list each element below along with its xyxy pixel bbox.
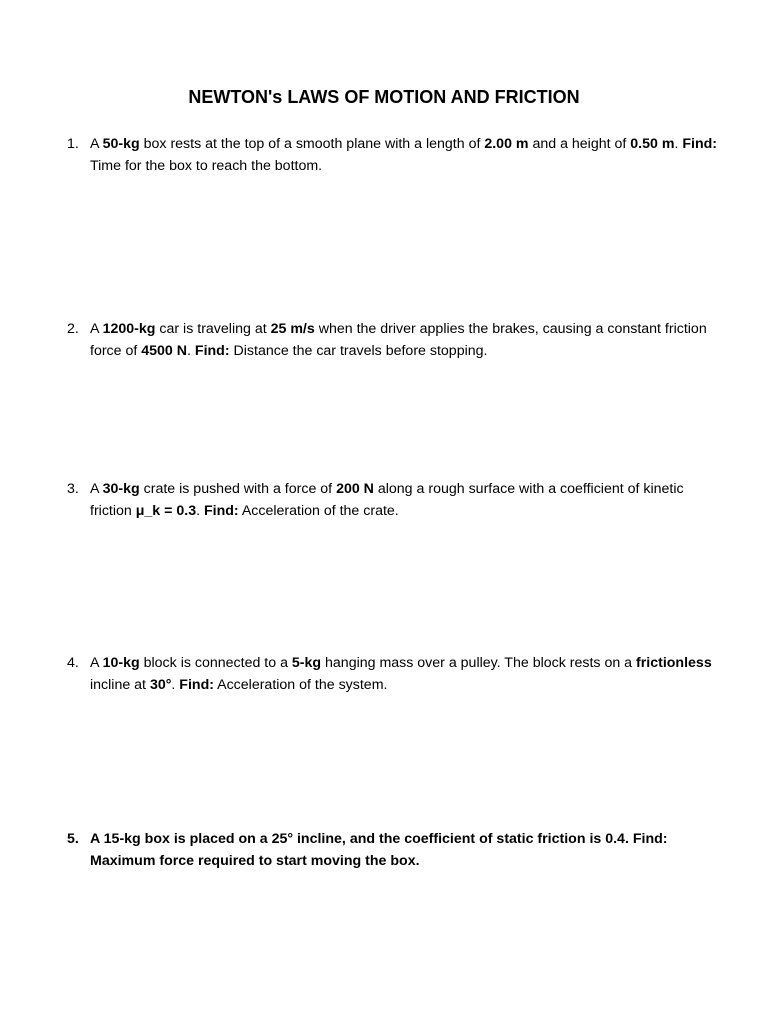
bold-text-run: 30° — [149, 676, 172, 693]
problem-item — [67, 319, 727, 362]
bold-text-run: 50-kg — [102, 136, 140, 152]
bold-text-run: Find: — [682, 136, 718, 152]
problem-text — [90, 319, 727, 362]
bold-text-run: frictionless — [636, 655, 712, 671]
text-run: incline at — [90, 676, 150, 693]
bold-text-run: 200 N — [336, 481, 374, 497]
bold-text-run: Find: — [194, 342, 230, 359]
bold-text-run: 10-kg — [102, 655, 140, 671]
text-run: . — [196, 502, 204, 519]
problem-item — [67, 479, 727, 522]
problem-text — [90, 653, 727, 696]
text-run: . — [674, 136, 683, 152]
text-run: . — [187, 342, 195, 359]
bold-text-run: Find: — [179, 676, 214, 693]
problem-number: 4. — [67, 655, 79, 671]
bold-text-run: A 15-kg box is placed on a 25° incline, and the coefficient of static friction is 0.4. Find: Maximum force required to start moving the box. — [90, 831, 668, 869]
text-run: hanging mass over a pulley. The block rests on a — [321, 655, 637, 671]
problem-number: 2. — [67, 321, 79, 337]
problem-text — [90, 479, 727, 522]
problem-text — [90, 829, 727, 872]
text-run: car is traveling at — [155, 321, 271, 337]
problem-item — [67, 653, 727, 696]
problem-text — [90, 134, 727, 177]
text-run: when the driver applies the brakes, causing a constant friction force of — [90, 321, 707, 359]
text-run: Acceleration of the crate. — [238, 502, 399, 519]
bold-text-run: 1200-kg — [102, 321, 156, 337]
bold-text-run: 0.50 m — [630, 136, 675, 152]
text-run: block is connected to a — [139, 655, 292, 671]
bold-text-run: Find: — [203, 502, 239, 519]
bold-text-run: 5-kg — [291, 655, 322, 671]
text-run: A — [90, 136, 103, 152]
bold-text-run: 2.00 m — [484, 136, 529, 152]
text-run: box rests at the top of a smooth plane with a length of — [139, 136, 485, 152]
bold-text-run: 30-kg — [102, 481, 140, 497]
text-run: crate is pushed with a force of — [139, 481, 337, 497]
text-run: A — [90, 481, 103, 497]
bold-text-run: 4500 N — [141, 342, 188, 359]
problem-number: 3. — [67, 481, 79, 497]
text-run: A — [90, 655, 103, 671]
text-run: A — [90, 321, 103, 337]
text-run: along a rough surface with a coefficient of kinetic friction — [90, 481, 684, 519]
text-run: Time for the box to reach the bottom. — [90, 157, 323, 174]
problem-number: 5. — [67, 831, 79, 847]
problem-number: 1. — [67, 136, 79, 152]
text-run: . — [171, 676, 180, 693]
text-run: and a height of — [528, 136, 631, 152]
problem-item — [67, 134, 727, 177]
text-run: Acceleration of the system. — [213, 676, 388, 693]
bold-text-run: 25 m/s — [270, 321, 315, 337]
page-title: NEWTON's LAWS OF MOTION AND FRICTION — [188, 87, 580, 107]
bold-text-run: μ_k = 0.3 — [135, 502, 197, 519]
problem-item — [67, 829, 727, 872]
text-run: Distance the car travels before stopping. — [229, 342, 488, 359]
